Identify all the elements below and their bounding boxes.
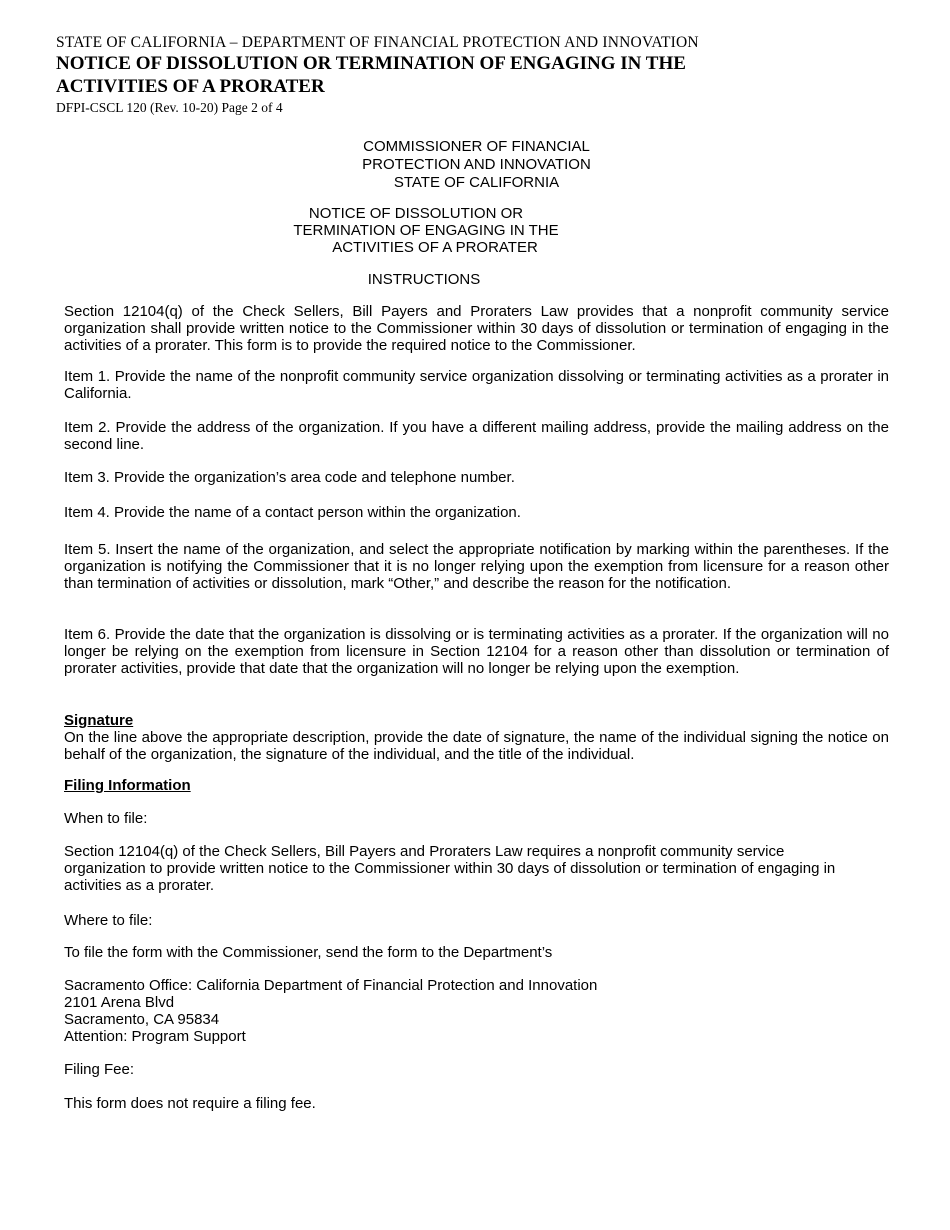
filing-fee-text: This form does not require a filing fee.	[64, 1095, 316, 1112]
commissioner-block	[64, 138, 889, 191]
notice-line-2: TERMINATION OF ENGAGING IN THE	[293, 222, 559, 239]
item-6-instruction: Item 6. Provide the date that the organization is dissolving or is terminating activities as a prorater. If the organization will no longer be relying on the exemption from licensure in Section 12104 for a reason other than dissolution or termination of prorater activities, provide that date that the organization will no longer be relying upon the exemption.	[64, 626, 889, 677]
form-number: DFPI-CSCL 120 (Rev. 10-20) Page 2 of 4	[56, 100, 283, 115]
commissioner-line-2: PROTECTION AND INNOVATION	[362, 156, 591, 173]
address-line-3: Sacramento, CA 95834	[64, 1011, 220, 1028]
address-line-2: 2101 Arena Blvd	[64, 994, 175, 1011]
signature-section	[64, 712, 889, 763]
agency-name: STATE OF CALIFORNIA – DEPARTMENT OF FINANCIAL PROTECTION AND INNOVATION	[56, 34, 699, 51]
commissioner-line-3: STATE OF CALIFORNIA	[393, 174, 560, 191]
filing-information-heading: Filing Information	[64, 777, 191, 794]
address-line-4: Attention: Program Support	[64, 1028, 246, 1045]
item-3-instruction: Item 3. Provide the organization’s area code and telephone number.	[64, 469, 515, 486]
notice-title-block	[64, 205, 788, 256]
item-5-instruction: Item 5. Insert the name of the organization, and select the appropriate notification by marking within the parentheses. If the organization is notifying the Commissioner that it is no longer relying upon the exemption from licensure for a reason other than termination of activities or dissolution, mark “Other,” and describe the reason for the notification.	[64, 541, 889, 592]
signature-heading: Signature	[64, 712, 134, 729]
commissioner-line-1: COMMISSIONER OF FINANCIAL	[363, 138, 590, 155]
form-title-line-1: NOTICE OF DISSOLUTION OR TERMINATION OF ENGAGING IN THE	[56, 53, 686, 74]
intro-paragraph: Section 12104(q) of the Check Sellers, Bill Payers and Proraters Law provides that a nonprofit community service organization shall provide written notice to the Commissioner within 30 days of dissolution or termination of engaging in the activities of a prorater. This form is to provide the required notice to the Commissioner.	[64, 303, 889, 354]
mailing-address	[64, 977, 889, 1045]
where-to-file-text: To file the form with the Commissioner, send the form to the Department’s	[64, 944, 553, 961]
item-1-instruction: Item 1. Provide the name of the nonprofit community service organization dissolving or terminating activities as a prorater in California.	[64, 368, 889, 402]
item-4-instruction: Item 4. Provide the name of a contact person within the organization.	[64, 504, 521, 521]
notice-line-3: ACTIVITIES OF A PRORATER	[332, 239, 538, 256]
address-line-1: Sacramento Office: California Department of Financial Protection and Innovation	[64, 977, 598, 994]
notice-line-1: NOTICE OF DISSOLUTION OR	[308, 205, 524, 222]
where-to-file-label: Where to file:	[64, 912, 153, 929]
filing-fee-label: Filing Fee:	[64, 1061, 135, 1078]
item-2-instruction: Item 2. Provide the address of the organization. If you have a different mailing address, provide the mailing address on the second line.	[64, 419, 889, 453]
form-title-line-2: ACTIVITIES OF A PRORATER	[56, 76, 325, 97]
when-to-file-text: Section 12104(q) of the Check Sellers, Bill Payers and Proraters Law requires a nonprofit community service organization to provide written notice to the Commissioner within 30 days of dissolution or termination of engaging in activities as a prorater.	[64, 843, 836, 894]
form-header	[56, 33, 699, 116]
instructions-heading: INSTRUCTIONS	[367, 271, 481, 288]
when-to-file-label: When to file:	[64, 810, 148, 827]
signature-text: On the line above the appropriate description, provide the date of signature, the name of the individual signing the notice on behalf of the organization, the signature of the individual, and the title of the individual.	[64, 729, 889, 763]
